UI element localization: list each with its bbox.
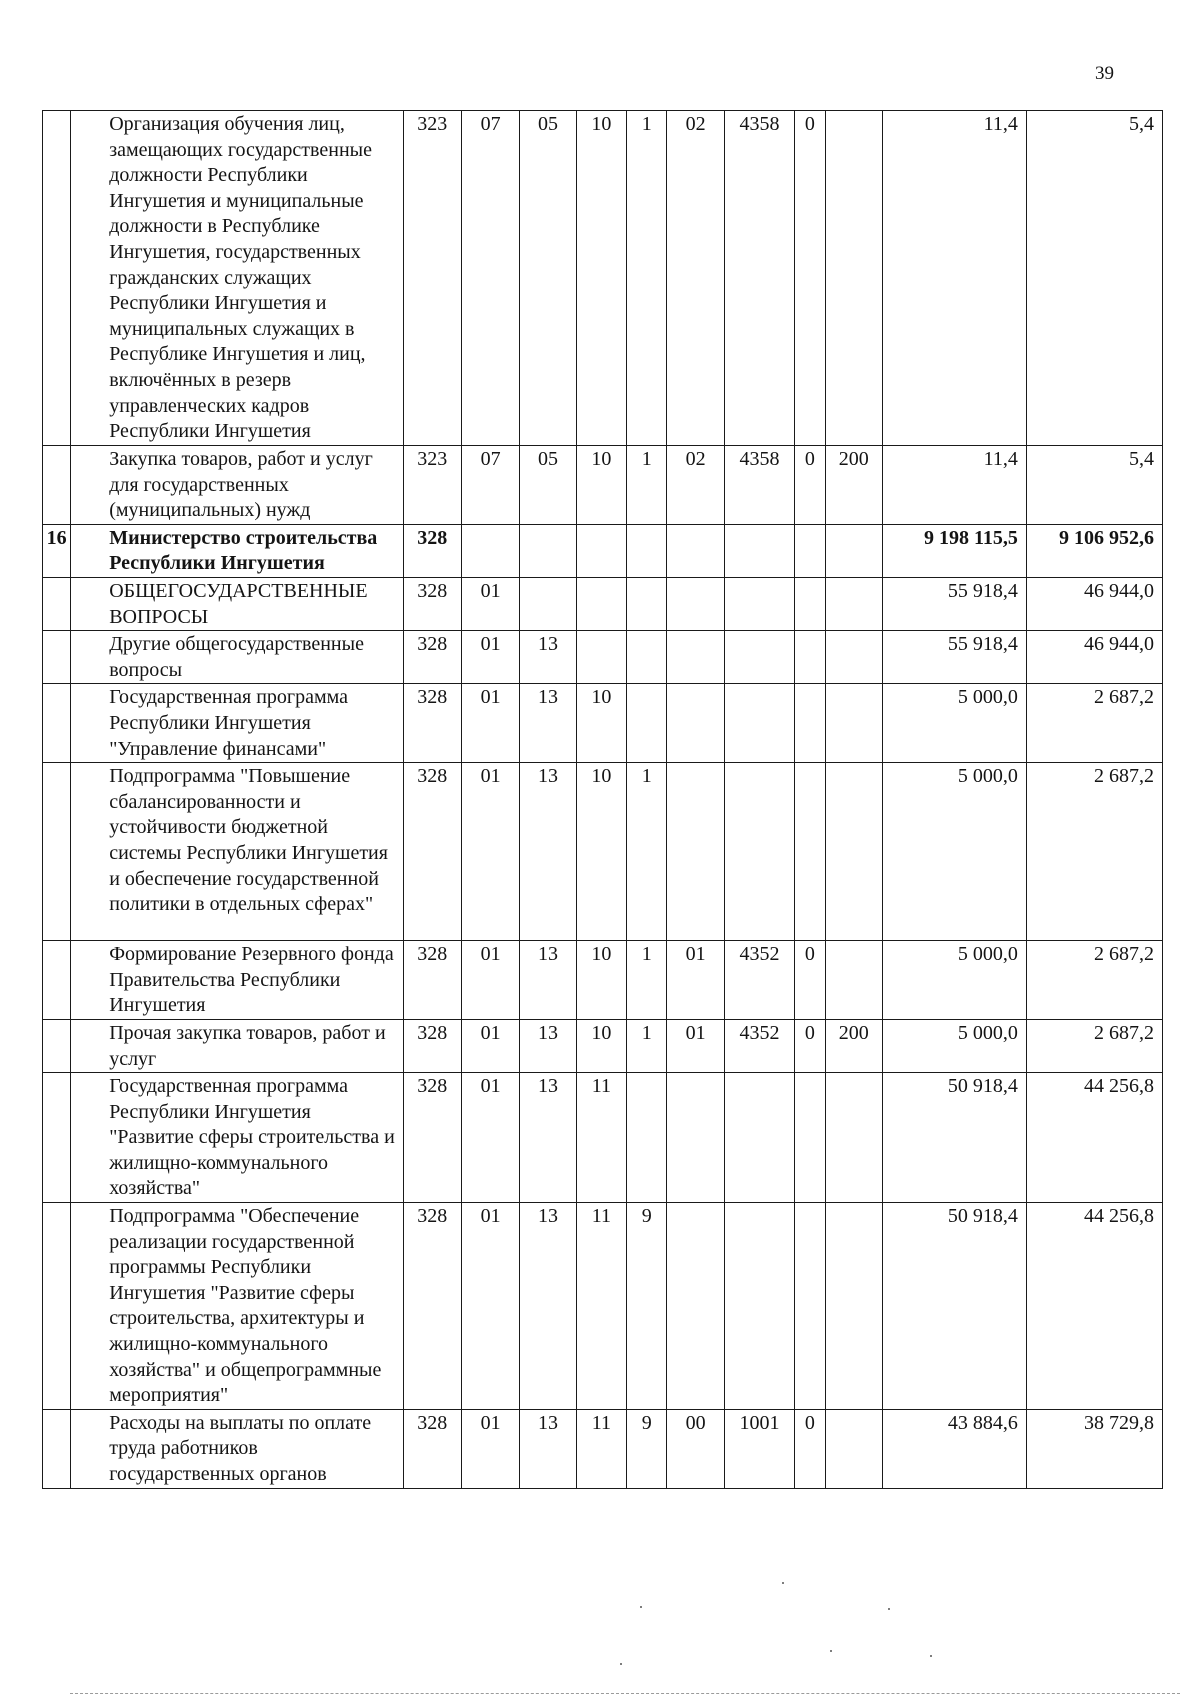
- row-number-cell: [43, 1409, 71, 1488]
- code-cell-c2: 01: [461, 1409, 519, 1488]
- code-cell-c6: [667, 631, 724, 684]
- code-cell-c1: 328: [403, 684, 461, 763]
- code-cell-c6: 02: [667, 111, 724, 446]
- code-cell-c6: [667, 1203, 724, 1410]
- amount-planned-cell: 5 000,0: [882, 1019, 1026, 1072]
- table-row: [43, 763, 1163, 941]
- table-row: [43, 941, 1163, 1020]
- code-cell-c3: 13: [520, 1073, 576, 1203]
- code-cell-c1: 328: [403, 1019, 461, 1072]
- code-cell-c5: 1: [627, 941, 667, 1020]
- code-cell-c2: 01: [461, 1203, 519, 1410]
- code-cell-c7: 4358: [724, 446, 795, 525]
- amount-planned-cell: 50 918,4: [882, 1203, 1026, 1410]
- code-cell-c2: 01: [461, 1019, 519, 1072]
- code-cell-c9: [825, 763, 882, 941]
- row-number-cell: [43, 111, 71, 446]
- code-cell-c1: 328: [403, 1409, 461, 1488]
- code-cell-c7: [724, 763, 795, 941]
- amount-executed-cell: 2 687,2: [1026, 684, 1162, 763]
- code-cell-c9: [825, 1409, 882, 1488]
- row-number-cell: [43, 763, 71, 941]
- amount-planned-cell: 11,4: [882, 446, 1026, 525]
- amount-planned-cell: 11,4: [882, 111, 1026, 446]
- table-row: [43, 111, 1163, 446]
- code-cell-c1: 328: [403, 577, 461, 630]
- code-cell-c8: [795, 763, 825, 941]
- row-number-cell: [43, 1019, 71, 1072]
- code-cell-c5: 9: [627, 1203, 667, 1410]
- code-cell-c9: 200: [825, 1019, 882, 1072]
- code-cell-c7: 1001: [724, 1409, 795, 1488]
- code-cell-c7: 4358: [724, 111, 795, 446]
- code-cell-c4: [576, 577, 626, 630]
- scan-speck: [620, 1663, 622, 1665]
- code-cell-c9: [825, 1203, 882, 1410]
- code-cell-c2: 01: [461, 763, 519, 941]
- code-cell-c1: 328: [403, 631, 461, 684]
- code-cell-c7: [724, 1073, 795, 1203]
- code-cell-c1: 328: [403, 763, 461, 941]
- row-number-cell: [43, 446, 71, 525]
- code-cell-c5: [627, 1073, 667, 1203]
- table-row: [43, 1019, 1163, 1072]
- code-cell-c6: [667, 1073, 724, 1203]
- code-cell-c7: [724, 631, 795, 684]
- code-cell-c7: 4352: [724, 1019, 795, 1072]
- code-cell-c8: [795, 577, 825, 630]
- code-cell-c3: 13: [520, 684, 576, 763]
- code-cell-c5: 1: [627, 111, 667, 446]
- code-cell-c2: 07: [461, 111, 519, 446]
- code-cell-c9: 200: [825, 446, 882, 525]
- code-cell-c7: 4352: [724, 941, 795, 1020]
- code-cell-c7: [724, 684, 795, 763]
- page-number: 39: [1095, 63, 1114, 84]
- code-cell-c8: 0: [795, 446, 825, 525]
- code-cell-c9: [825, 111, 882, 446]
- amount-executed-cell: 2 687,2: [1026, 763, 1162, 941]
- amount-planned-cell: 50 918,4: [882, 1073, 1026, 1203]
- code-cell-c4: 10: [576, 111, 626, 446]
- code-cell-c3: [520, 524, 576, 577]
- item-name-cell: Другие общегосударственные вопросы: [71, 631, 403, 684]
- code-cell-c6: [667, 577, 724, 630]
- code-cell-c3: 13: [520, 1203, 576, 1410]
- code-cell-c4: 11: [576, 1409, 626, 1488]
- code-cell-c9: [825, 524, 882, 577]
- code-cell-c6: [667, 524, 724, 577]
- amount-planned-cell: 55 918,4: [882, 577, 1026, 630]
- code-cell-c3: 05: [520, 111, 576, 446]
- code-cell-c1: 328: [403, 1073, 461, 1203]
- amount-planned-cell: 9 198 115,5: [882, 524, 1026, 577]
- scan-edge-line: [70, 1693, 1180, 1694]
- item-name-cell: Формирование Резервного фонда Правительства Республики Ингушетия: [71, 941, 403, 1020]
- row-number-cell: 16: [43, 524, 71, 577]
- table-row: [43, 1409, 1163, 1488]
- item-name-cell: Организация обучения лиц, замещающих государственные должности Республики Ингушетия и муниципальные должности в Республике Ингушетия, государственных гражданских служащих Республики Ингушетия и муниципальных служащих в Республике Ингушетия и лиц, включённых в резерв управленческих кадров Республики Ингушетия: [71, 111, 403, 446]
- code-cell-c5: 9: [627, 1409, 667, 1488]
- code-cell-c8: [795, 524, 825, 577]
- code-cell-c3: 05: [520, 446, 576, 525]
- amount-planned-cell: 5 000,0: [882, 763, 1026, 941]
- item-name-cell: Государственная программа Республики Ингушетия "Развитие сферы строительства и жилищно-коммунального хозяйства": [71, 1073, 403, 1203]
- row-number-cell: [43, 577, 71, 630]
- code-cell-c6: 01: [667, 1019, 724, 1072]
- scan-speck: [888, 1608, 890, 1610]
- code-cell-c6: 00: [667, 1409, 724, 1488]
- code-cell-c1: 323: [403, 111, 461, 446]
- code-cell-c5: [627, 577, 667, 630]
- amount-planned-cell: 5 000,0: [882, 684, 1026, 763]
- code-cell-c8: 0: [795, 1019, 825, 1072]
- code-cell-c4: [576, 524, 626, 577]
- scan-speck: [830, 1650, 832, 1652]
- amount-executed-cell: 2 687,2: [1026, 941, 1162, 1020]
- code-cell-c5: [627, 631, 667, 684]
- code-cell-c2: 01: [461, 631, 519, 684]
- amount-executed-cell: 5,4: [1026, 111, 1162, 446]
- code-cell-c8: 0: [795, 941, 825, 1020]
- scan-speck: [640, 1606, 642, 1608]
- code-cell-c3: 13: [520, 1019, 576, 1072]
- table-row: [43, 684, 1163, 763]
- code-cell-c2: 01: [461, 941, 519, 1020]
- code-cell-c3: 13: [520, 1409, 576, 1488]
- amount-planned-cell: 5 000,0: [882, 941, 1026, 1020]
- amount-executed-cell: 9 106 952,6: [1026, 524, 1162, 577]
- item-name-cell: Прочая закупка товаров, работ и услуг: [71, 1019, 403, 1072]
- code-cell-c4: [576, 631, 626, 684]
- code-cell-c5: [627, 684, 667, 763]
- code-cell-c9: [825, 577, 882, 630]
- code-cell-c6: 02: [667, 446, 724, 525]
- code-cell-c9: [825, 684, 882, 763]
- item-name-cell: Министерство строительства Республики Ингушетия: [71, 524, 403, 577]
- row-number-cell: [43, 1073, 71, 1203]
- code-cell-c5: 1: [627, 763, 667, 941]
- budget-table: [42, 110, 1163, 1489]
- amount-executed-cell: 46 944,0: [1026, 577, 1162, 630]
- item-name-cell: Закупка товаров, работ и услуг для государственных (муниципальных) нужд: [71, 446, 403, 525]
- code-cell-c2: 07: [461, 446, 519, 525]
- table-row: [43, 1203, 1163, 1410]
- table-body: [43, 111, 1163, 1489]
- code-cell-c8: [795, 1073, 825, 1203]
- code-cell-c4: 10: [576, 763, 626, 941]
- code-cell-c4: 10: [576, 446, 626, 525]
- code-cell-c9: [825, 1073, 882, 1203]
- amount-planned-cell: 55 918,4: [882, 631, 1026, 684]
- code-cell-c5: 1: [627, 446, 667, 525]
- table-row: [43, 1073, 1163, 1203]
- code-cell-c8: 0: [795, 111, 825, 446]
- table-row: [43, 577, 1163, 630]
- code-cell-c4: 10: [576, 1019, 626, 1072]
- table-row: [43, 446, 1163, 525]
- code-cell-c9: [825, 631, 882, 684]
- amount-executed-cell: 5,4: [1026, 446, 1162, 525]
- code-cell-c9: [825, 941, 882, 1020]
- code-cell-c7: [724, 1203, 795, 1410]
- code-cell-c6: [667, 763, 724, 941]
- amount-executed-cell: 46 944,0: [1026, 631, 1162, 684]
- code-cell-c5: [627, 524, 667, 577]
- code-cell-c1: 328: [403, 524, 461, 577]
- code-cell-c3: 13: [520, 631, 576, 684]
- scan-speck: [930, 1655, 932, 1657]
- scan-speck: [782, 1582, 784, 1584]
- row-number-cell: [43, 941, 71, 1020]
- code-cell-c1: 328: [403, 941, 461, 1020]
- amount-executed-cell: 44 256,8: [1026, 1073, 1162, 1203]
- amount-executed-cell: 38 729,8: [1026, 1409, 1162, 1488]
- item-name-cell: Подпрограмма "Повышение сбалансированности и устойчивости бюджетной системы Республики Ингушетия и обеспечение государственной политики в отдельных сферах": [71, 763, 403, 941]
- amount-planned-cell: 43 884,6: [882, 1409, 1026, 1488]
- code-cell-c4: 11: [576, 1203, 626, 1410]
- code-cell-c5: 1: [627, 1019, 667, 1072]
- code-cell-c8: [795, 684, 825, 763]
- code-cell-c1: 328: [403, 1203, 461, 1410]
- table-row: [43, 524, 1163, 577]
- amount-executed-cell: 44 256,8: [1026, 1203, 1162, 1410]
- code-cell-c4: 10: [576, 684, 626, 763]
- row-number-cell: [43, 631, 71, 684]
- amount-executed-cell: 2 687,2: [1026, 1019, 1162, 1072]
- code-cell-c3: 13: [520, 941, 576, 1020]
- code-cell-c6: [667, 684, 724, 763]
- item-name-cell: Расходы на выплаты по оплате труда работников государственных органов: [71, 1409, 403, 1488]
- row-number-cell: [43, 684, 71, 763]
- code-cell-c8: [795, 1203, 825, 1410]
- code-cell-c6: 01: [667, 941, 724, 1020]
- code-cell-c2: 01: [461, 577, 519, 630]
- code-cell-c7: [724, 524, 795, 577]
- row-number-cell: [43, 1203, 71, 1410]
- table-row: [43, 631, 1163, 684]
- code-cell-c2: 01: [461, 1073, 519, 1203]
- code-cell-c2: [461, 524, 519, 577]
- item-name-cell: ОБЩЕГОСУДАРСТВЕННЫЕ ВОПРОСЫ: [71, 577, 403, 630]
- code-cell-c3: 13: [520, 763, 576, 941]
- code-cell-c4: 10: [576, 941, 626, 1020]
- code-cell-c7: [724, 577, 795, 630]
- item-name-cell: Государственная программа Республики Ингушетия "Управление финансами": [71, 684, 403, 763]
- code-cell-c2: 01: [461, 684, 519, 763]
- code-cell-c8: [795, 631, 825, 684]
- code-cell-c8: 0: [795, 1409, 825, 1488]
- code-cell-c1: 323: [403, 446, 461, 525]
- item-name-cell: Подпрограмма "Обеспечение реализации государственной программы Республики Ингушетия "Развитие сферы строительства, архитектуры и жилищно-коммунального хозяйства" и общепрограммные мероприятия": [71, 1203, 403, 1410]
- code-cell-c3: [520, 577, 576, 630]
- code-cell-c4: 11: [576, 1073, 626, 1203]
